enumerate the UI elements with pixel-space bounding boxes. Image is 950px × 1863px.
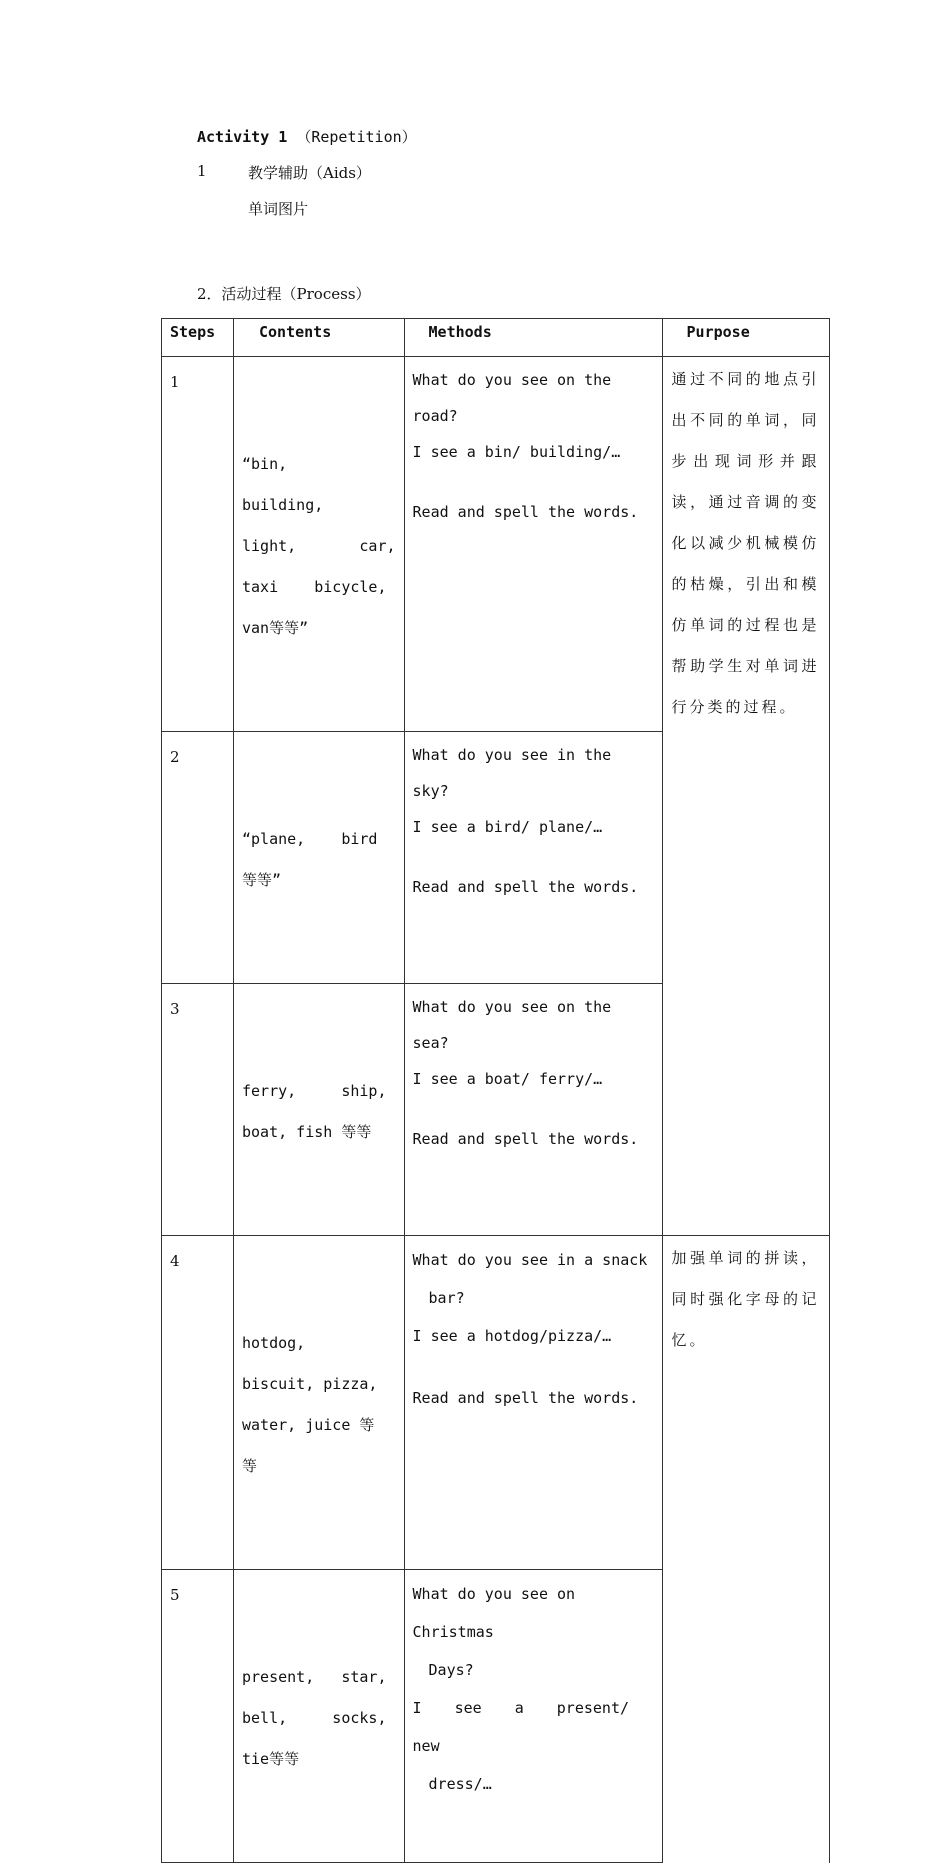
- method-question: What do you see on Christmas: [412, 1585, 576, 1641]
- method-instruction: Read and spell the words.: [412, 1389, 639, 1407]
- purpose-cell-1: [662, 357, 829, 1236]
- contents-line: tie等等: [242, 1750, 300, 1768]
- contents-line: building,: [242, 496, 324, 514]
- contents-line: light, car,: [242, 537, 396, 555]
- contents-line: water, juice 等: [242, 1416, 375, 1434]
- methods-cell: [404, 1570, 662, 1863]
- contents-line: biscuit, pizza,: [242, 1375, 378, 1393]
- method-question: What do you see on the sea?: [412, 998, 612, 1052]
- contents-cell: [234, 732, 405, 984]
- method-answer: I see a boat/ ferry/…: [412, 1070, 603, 1088]
- method-instruction: Read and spell the words.: [412, 878, 639, 896]
- method-answer: I see a bin/ building/…: [412, 443, 621, 461]
- contents-line: “bin,: [242, 455, 288, 473]
- method-answer: I see a hotdog/pizza/…: [412, 1327, 612, 1345]
- purpose-text-1: 通过不同的地点引出不同的单词，同步出现词形并跟读，通过音调的变化以减少机械模仿的枯燥，引出和模仿单词的过程也是帮助学生对单词进行分类的过程。: [671, 370, 820, 716]
- methods-cell: [404, 984, 662, 1236]
- contents-line: 等等”: [242, 871, 282, 889]
- methods-cell: [404, 357, 662, 732]
- contents-cell: [234, 1570, 405, 1863]
- methods-cell: [404, 1236, 662, 1570]
- method-instruction: Read and spell the words.: [412, 503, 639, 521]
- contents-cell: [234, 984, 405, 1236]
- step-cell: 5: [162, 1570, 234, 1863]
- method-question: What do you see in a snack: [412, 1251, 648, 1269]
- method-question-cont: bar?: [428, 1289, 465, 1307]
- contents-line: hotdog,: [242, 1334, 306, 1352]
- table-header-row: [162, 319, 830, 357]
- step-cell: 1: [162, 357, 234, 732]
- method-answer-cont: dress/…: [428, 1775, 492, 1793]
- aids-label: 教学辅助（Aids）: [248, 164, 371, 182]
- contents-line: bell, socks,: [242, 1709, 387, 1727]
- aids-number: 1: [197, 162, 207, 180]
- table-row: [162, 357, 830, 732]
- process-label: 2．活动过程（Process）: [197, 285, 371, 303]
- contents-cell: [234, 357, 405, 732]
- contents-line: taxi bicycle,: [242, 578, 387, 596]
- contents-line: 等: [242, 1457, 258, 1475]
- purpose-text-2: 加强单词的拼读，同时强化字母的记忆。: [671, 1249, 820, 1349]
- method-question-cont: Days?: [428, 1661, 474, 1679]
- aids-item: 单词图片: [248, 200, 309, 218]
- contents-line: boat, fish 等等: [242, 1123, 372, 1141]
- contents-line: “plane, bird: [242, 830, 378, 848]
- method-question: What do you see on the road?: [412, 371, 612, 425]
- method-answer: I see a present/ new: [412, 1699, 630, 1755]
- purpose-cell-2: [662, 1236, 829, 1863]
- activity-title: Activity 1: [197, 128, 288, 146]
- activity-heading: [197, 126, 417, 147]
- contents-cell: [234, 1236, 405, 1570]
- header-purpose: Purpose: [662, 319, 829, 357]
- header-contents: Contents: [234, 319, 405, 357]
- table-row: [162, 1236, 830, 1570]
- step-cell: 3: [162, 984, 234, 1236]
- header-methods: Methods: [404, 319, 662, 357]
- methods-cell: [404, 732, 662, 984]
- activity-subtitle: （Repetition）: [296, 128, 417, 146]
- method-instruction: Read and spell the words.: [412, 1130, 639, 1148]
- method-question: What do you see in the sky?: [412, 746, 612, 800]
- header-steps: Steps: [162, 319, 234, 357]
- step-cell: 4: [162, 1236, 234, 1570]
- process-table: [161, 318, 830, 1863]
- contents-line: ferry, ship,: [242, 1082, 387, 1100]
- step-cell: 2: [162, 732, 234, 984]
- contents-line: van等等”: [242, 619, 309, 637]
- method-answer: I see a bird/ plane/…: [412, 818, 603, 836]
- contents-line: present, star,: [242, 1668, 387, 1686]
